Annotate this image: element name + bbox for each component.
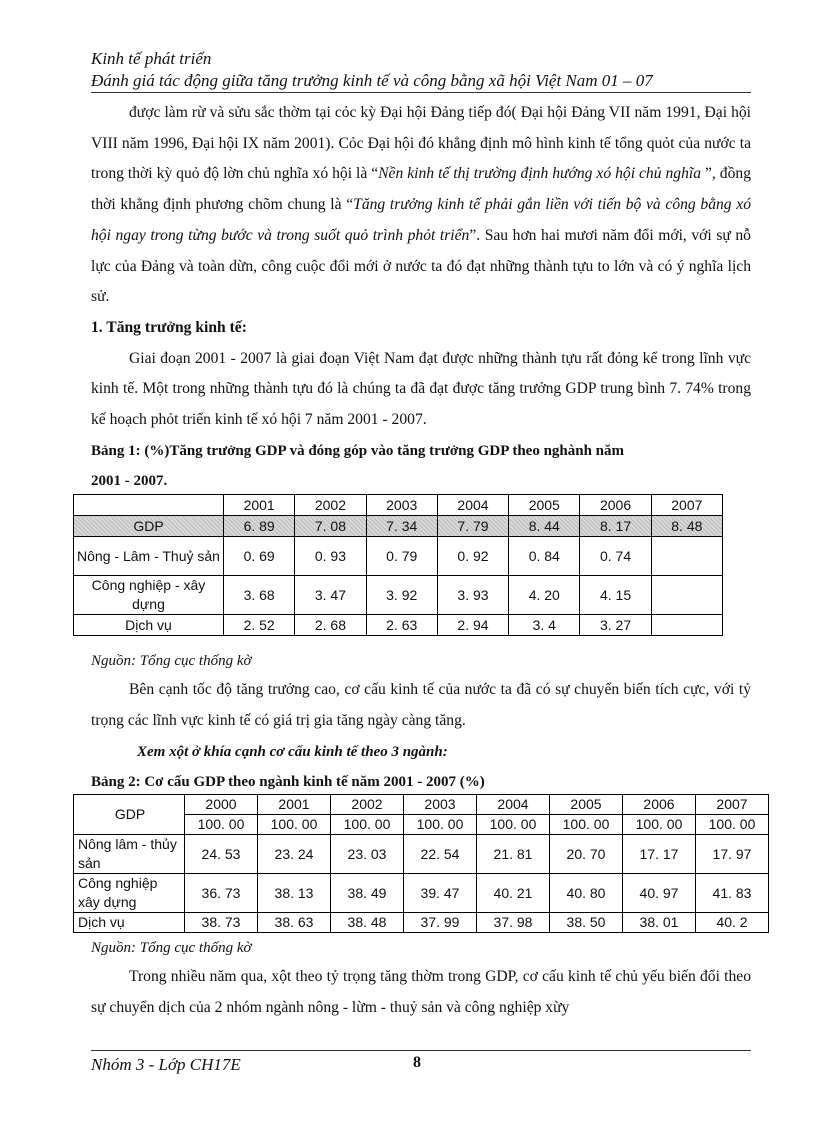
- table-row: [74, 495, 723, 516]
- table-cell: 0. 69: [224, 537, 295, 576]
- table-cell: 36. 73: [185, 874, 258, 913]
- table2-corner: GDP: [74, 795, 185, 835]
- table-cell: 38. 48: [331, 913, 404, 933]
- table-row: [74, 576, 723, 615]
- table1-year: 2004: [437, 495, 508, 516]
- row-label: Dịch vụ: [74, 913, 185, 933]
- table-cell: 100. 00: [623, 815, 696, 835]
- table-row: [74, 516, 723, 537]
- table-cell: [651, 537, 722, 576]
- row-label: Dịch vụ: [74, 615, 224, 636]
- table-cell: 8. 48: [651, 516, 722, 537]
- table-cell: 7. 34: [366, 516, 437, 537]
- table2-year: 2000: [185, 795, 258, 815]
- table-cell: 0. 79: [366, 537, 437, 576]
- table-cell: 20. 70: [550, 835, 623, 874]
- table-cell: 3. 93: [437, 576, 508, 615]
- table-cell: 2. 94: [437, 615, 508, 636]
- paragraph-3: Bên cạnh tốc độ tăng trưởng cao, cơ cấu kinh tế của nước ta đã có sự chuyển biến tích cực, với tỷ trọng các lĩnh vực kinh tế có giá trị gia tăng ngày càng tăng.: [91, 681, 751, 729]
- table1-caption-years: 2001 - 2007.: [91, 473, 168, 490]
- table-cell: 100. 00: [258, 815, 331, 835]
- table-cell: 3. 47: [295, 576, 366, 615]
- table-cell: 0. 93: [295, 537, 366, 576]
- section-heading-1: 1. Tăng trưởng kinh tế:: [91, 318, 247, 336]
- table2-caption: Bảng 2: Cơ cấu GDP theo ngành kinh tế năm 2001 - 2007 (%): [91, 774, 485, 791]
- para1-text-b: ”, đồng thời khẳng định phương chõm chung là “: [91, 165, 751, 214]
- table-cell: 100. 00: [404, 815, 477, 835]
- table2-year: 2006: [623, 795, 696, 815]
- table-cell: 38. 50: [550, 913, 623, 933]
- table1-year: 2006: [580, 495, 651, 516]
- table-cell: 100. 00: [696, 815, 769, 835]
- row-label: Nông - Lâm - Thuỷ sản: [74, 537, 224, 576]
- table1-year: 2005: [509, 495, 580, 516]
- table2-year: 2001: [258, 795, 331, 815]
- table1-year: 2001: [224, 495, 295, 516]
- footer-group: Nhóm 3 - Lớp CH17E: [91, 1055, 241, 1074]
- row-label: Nông lâm - thủy sản: [74, 835, 185, 874]
- table-cell: 23. 03: [331, 835, 404, 874]
- table-cell: 2. 68: [295, 615, 366, 636]
- table2-year: 2004: [477, 795, 550, 815]
- table-cell: 3. 92: [366, 576, 437, 615]
- table2-year: 2005: [550, 795, 623, 815]
- table-cell: 38. 01: [623, 913, 696, 933]
- table1-corner: [74, 495, 224, 516]
- table-cell: 3. 68: [224, 576, 295, 615]
- table1-year: 2007: [651, 495, 722, 516]
- table-cell: 38. 13: [258, 874, 331, 913]
- table-cell: 100. 00: [477, 815, 550, 835]
- table-row: [74, 537, 723, 576]
- header-title: Đánh giá tác động giữa tăng trưởng kinh tế và công bằng xã hội Việt Nam 01 – 07: [91, 71, 751, 93]
- table-cell: [651, 615, 722, 636]
- table2-source: Nguồn: Tổng cục thống kờ: [91, 939, 252, 956]
- table2-year: 2007: [696, 795, 769, 815]
- table1-year: 2003: [366, 495, 437, 516]
- table-cell: 40. 2: [696, 913, 769, 933]
- row-label: Công nghiệp - xây dựng: [74, 576, 224, 615]
- paragraph-4: Trong nhiều năm qua, xột theo tỷ trọng tăng thờm trong GDP, cơ cấu kinh tế chủ yếu biến đổi theo sự chuyển dịch của 2 nhóm ngành nông - lừm - thuỷ sản và công nghiệp xừy: [91, 967, 751, 1016]
- table-cell: 22. 54: [404, 835, 477, 874]
- table-row: [74, 795, 769, 815]
- table-cell: 24. 53: [185, 835, 258, 874]
- table-row: [74, 874, 769, 913]
- table-cell: 40. 21: [477, 874, 550, 913]
- table-cell: 40. 80: [550, 874, 623, 913]
- table-row: [74, 835, 769, 874]
- para1-text-c: ”. Sau hơn hai mươi năm đổi mới, với sự nỗ lực của Đảng và toàn dừn, công cuộc đổi mới ở nước ta đó đạt những thành tựu to lớn và có ý nghĩa lịch sử.: [91, 226, 751, 306]
- table-cell: 2. 52: [224, 615, 295, 636]
- table-cell: 38. 63: [258, 913, 331, 933]
- table-cell: 17. 97: [696, 835, 769, 874]
- table-cell: 23. 24: [258, 835, 331, 874]
- table2-year: 2003: [404, 795, 477, 815]
- row-label: Công nghiệp xây dựng: [74, 874, 185, 913]
- table-cell: 41. 83: [696, 874, 769, 913]
- table-cell: 3. 4: [509, 615, 580, 636]
- subheading: Xem xột ở khía cạnh cơ cấu kinh tế theo 3 ngành:: [137, 743, 448, 760]
- table-cell: 0. 84: [509, 537, 580, 576]
- table-cell: 38. 49: [331, 874, 404, 913]
- table-cell: 8. 44: [509, 516, 580, 537]
- table-cell: 100. 00: [185, 815, 258, 835]
- paragraph-1: [91, 98, 751, 313]
- table-cell: 7. 79: [437, 516, 508, 537]
- para1-text-a: được làm rừ và sửu sắc thờm tại cỏc kỳ Đại hội Đảng tiếp đó( Đại hội Đảng VII năm 1991, Đại hội VIII năm 1996, Đại hội IX năm 2001). Cỏc Đại hội đó khẳng định mô hình kinh tế tổng quỏt của nước ta trong thời kỳ quỏ độ lờn chủ nghĩa xó hội là “: [91, 104, 751, 183]
- table-cell: 3. 27: [580, 615, 651, 636]
- table-cell: 4. 20: [509, 576, 580, 615]
- paragraph-2: Giai đoạn 2001 - 2007 là giai đoạn Việt Nam đạt được những thành tựu rất đỏng kể trong lĩnh vực kinh tế. Một trong những thành tựu đó là chúng ta đã đạt được tăng trưởng GDP trung bình 7. 74% trong kế hoạch phỏt triển kinh tế xó hội 7 năm 2001 - 2007.: [91, 349, 751, 429]
- table-cell: 40. 97: [623, 874, 696, 913]
- table-cell: 17. 17: [623, 835, 696, 874]
- table-cell: 100. 00: [550, 815, 623, 835]
- table-cell: 39. 47: [404, 874, 477, 913]
- table-cell: 0. 92: [437, 537, 508, 576]
- table-cell: 37. 99: [404, 913, 477, 933]
- table-cell: 4. 15: [580, 576, 651, 615]
- table-row: [74, 913, 769, 933]
- table1-caption: Bảng 1: (%)Tăng trưởng GDP và đóng góp vào tăng trưởng GDP theo nghành năm: [91, 442, 625, 459]
- para1-quote-2: Tăng trưởng kinh tế phải gắn liền với tiến bộ và công bằng xó hội ngay trong từng bước và trong suốt quỏ trình phỏt triển: [91, 196, 751, 244]
- table-cell: [651, 576, 722, 615]
- table-row: [74, 615, 723, 636]
- table-cell: 6. 89: [224, 516, 295, 537]
- table1-source: Nguồn: Tổng cục thống kờ: [91, 653, 252, 670]
- table2-year: 2002: [331, 795, 404, 815]
- table-cell: 100. 00: [331, 815, 404, 835]
- table1-year: 2002: [295, 495, 366, 516]
- table-cell: 38. 73: [185, 913, 258, 933]
- table-cell: 7. 08: [295, 516, 366, 537]
- table-cell: 8. 17: [580, 516, 651, 537]
- para1-quote-1: Nền kinh tế thị trường định hướng xó hội chủ nghĩa: [378, 165, 702, 183]
- page-number: 8: [413, 1054, 421, 1071]
- header-subject: Kinh tế phát triển: [91, 49, 212, 68]
- footer-divider: [91, 1050, 751, 1051]
- table-cell: 0. 74: [580, 537, 651, 576]
- table-cell: 21. 81: [477, 835, 550, 874]
- table-cell: 2. 63: [366, 615, 437, 636]
- table-gdp-growth: [73, 494, 723, 636]
- table-gdp-structure: [73, 794, 769, 933]
- table-cell: 37. 98: [477, 913, 550, 933]
- row-label: GDP: [74, 516, 224, 537]
